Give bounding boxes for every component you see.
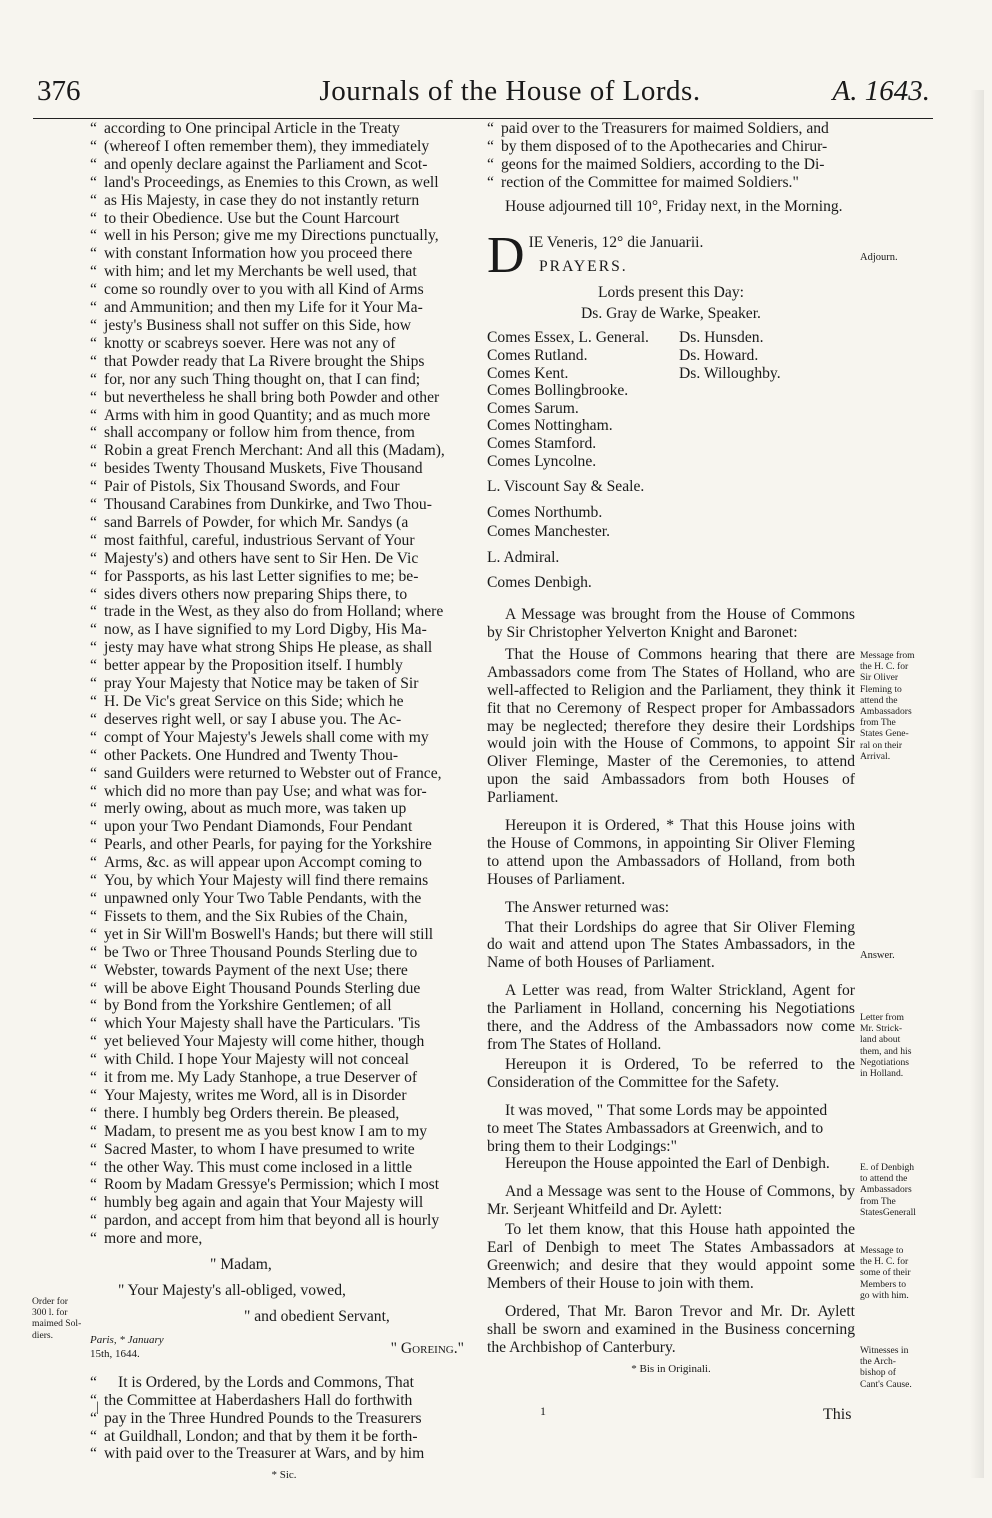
lords-column-barons <box>679 329 781 470</box>
letter-line: “ sand Barrels of Powder, for which Mr. Sandys (a <box>90 514 478 532</box>
lord-entry: Comes Bollingbrooke. <box>487 382 629 400</box>
margin-line: the Arch- <box>860 1356 896 1368</box>
signature: " Goreing." <box>390 1339 464 1357</box>
margin-line: maimed Sol- <box>32 1318 82 1330</box>
margin-note-fleming <box>860 650 915 762</box>
letter-line: “ come so roundly over to you with all Kind of Arms <box>90 281 478 299</box>
letter-line: “ now, as I have signified to my Lord Digby, His Ma- <box>90 621 478 639</box>
letter-line: “ humbly beg again and again that Your Majesty will <box>90 1194 478 1212</box>
running-year: A. 1643. <box>832 75 930 107</box>
letter-line: “ Pearls, and other Pearls, for paying for the Yorkshire <box>90 836 478 854</box>
margin-line: Letter from <box>860 1012 904 1023</box>
order-continuation <box>487 120 855 192</box>
margin-line: E. of Denbigh <box>860 1162 915 1173</box>
margin-line: in Holland. <box>860 1068 904 1080</box>
catchword: This <box>823 1406 852 1423</box>
margin-line: bishop of <box>860 1367 896 1379</box>
letter-line: “ Your Majesty, writes me Word, all is in Disorder <box>90 1087 478 1105</box>
letter-line: “ but nevertheless he shall bring both Powder and other <box>90 389 478 407</box>
letter-line: “ jesty's Business shall not suffer on this Side, how <box>90 317 478 335</box>
lord-entry: Comes Nottingham. <box>487 417 613 435</box>
order-line: “ It is Ordered, by the Lords and Commons, That <box>90 1374 478 1392</box>
letter-line: “ Thousand Carabines from Dunkirke, and Two Thou- <box>90 496 478 514</box>
paragraph-motion <box>487 1102 855 1156</box>
lord-entry: Comes Denbigh. <box>487 574 592 592</box>
salutation: " Madam, <box>210 1256 272 1274</box>
motion-line: to meet The States Ambassadors at Greenwich, and to <box>487 1119 824 1137</box>
lords-list <box>487 329 855 470</box>
letter-line: “ knotty or scabreys soever. Here was not any of <box>90 335 478 353</box>
lords-present-heading: Lords present this Day: <box>598 283 744 301</box>
margin-line: Arrival. <box>860 750 891 762</box>
continuation-line: “ geons for the maimed Soldiers, according to the Di- <box>487 156 855 174</box>
order-line: “ the Committee at Haberdashers Hall do forthwith <box>90 1392 478 1410</box>
margin-line: land about <box>860 1034 901 1046</box>
sitting-date: IE Veneris, 12° die Januarii. <box>528 233 704 251</box>
margin-note-witnesses <box>860 1345 912 1390</box>
header-rule <box>33 118 933 119</box>
letter-line: “ Majesty's) and others have sent to Sir Hen. De Vic <box>90 550 478 568</box>
lord-entry: Comes Rutland. <box>487 346 588 364</box>
letter-body <box>90 120 478 1248</box>
lord-entry: L. Admiral. <box>487 548 560 566</box>
margin-note-message-hc <box>860 1245 911 1301</box>
continuation-line: “ rection of the Committee for maimed Soldiers." <box>487 174 855 192</box>
letter-line: “ for Passports, as his last Letter signifies to me; be- <box>90 568 478 586</box>
letter-line: “ Room by Madam Gressye's Permission; which I most <box>90 1176 478 1194</box>
letter-line: “ deserves right well, or say I abuse you. The Ac- <box>90 711 478 729</box>
letter-line: “ there. I humbly beg Orders therein. Be pleased, <box>90 1105 478 1123</box>
letter-line: “ yet in Sir Will'm Boswell's Hands; but there will still <box>90 926 478 944</box>
letter-line: “ trade in the West, as they also do from Holland; where <box>90 603 478 621</box>
margin-line: ral on their <box>860 739 903 751</box>
margin-line: Members to <box>860 1278 907 1290</box>
letter-line: “ the other Way. This must come inclosed in a little <box>90 1159 478 1177</box>
margin-line: Witnesses in <box>860 1345 909 1356</box>
letter-line: “ better appear by the Proposition itself. I humbly <box>90 657 478 675</box>
letter-line: “ Webster, towards Payment of the next Use; there <box>90 962 478 980</box>
letter-line: “ pray Your Majesty that Notice may be taken of Sir <box>90 675 478 693</box>
letter-line: “ pardon, and accept from him that beyond all is hourly <box>90 1212 478 1230</box>
letter-line: “ (whereof I often remember them), they immediately <box>90 138 478 156</box>
letter-line: “ and openly declare against the Parliament and Scot- <box>90 156 478 174</box>
letter-line: “ more and more, <box>90 1230 478 1248</box>
place-date-line-1: Paris, * January <box>90 1333 164 1346</box>
letter-line: “ it from me. My Lady Stanhope, a true Deserver of <box>90 1069 478 1087</box>
closing-line-1: " Your Majesty's all-obliged, vowed, <box>118 1282 346 1299</box>
left-footnote: * Sic. <box>271 1469 297 1482</box>
paragraph-ordered-fleming: Hereupon it is Ordered, * That this House joins with the House of Commons, in appointing Sir Oliver Fleming to attend upon the Ambassadors of Holland, from both Houses of Parliament. <box>487 817 855 888</box>
paragraph-message-commons: A Message was brought from the House of Commons by Sir Christopher Yelverton Knight and Baronet: <box>487 606 855 641</box>
paragraph-strickland-letter: A Letter was read, from Walter Strickland, Agent for the Parliament in Holland, concerning his Negotiations there, and the Address of the Ambassadors now come from The States of Holland. <box>487 982 855 1053</box>
continuation-line: “ by them disposed of to the Apothecaries and Chirur- <box>487 138 855 156</box>
letter-line: “ which did no more than pay Use; and what was for- <box>90 783 478 801</box>
letter-line: “ with Child. I hope Your Majesty will not conceal <box>90 1051 478 1069</box>
margin-line: Message to <box>860 1245 904 1256</box>
letter-line: “ most faithful, careful, industrious Servant of Your <box>90 532 478 550</box>
margin-line: Order for <box>32 1296 68 1307</box>
margin-line: Cant's Cause. <box>860 1378 912 1390</box>
sitting-heading <box>487 226 855 284</box>
margin-line: States Gene- <box>860 728 909 740</box>
lord-entry: Comes Stamford. <box>487 434 597 452</box>
margin-line: Ambassadors <box>860 706 912 718</box>
margin-line: some of their <box>860 1267 911 1279</box>
left-bottom-mark: | <box>96 1400 99 1415</box>
margin-line: 300 l. for <box>32 1307 68 1319</box>
continuation-line: “ paid over to the Treasurers for maimed Soldiers, and <box>487 120 855 138</box>
margin-line: StatesGenerall <box>860 1206 916 1218</box>
letter-line: “ compt of Your Majesty's Jewels shall come with my <box>90 729 478 747</box>
letter-line: “ with him; and let my Merchants be well used, that <box>90 263 478 281</box>
paragraph-answer-heading: The Answer returned was: <box>505 898 670 916</box>
running-title: Journals of the House of Lords. <box>319 75 701 107</box>
right-column <box>487 120 855 1378</box>
letter-line: “ Pair of Pistols, Six Thousand Swords, and Four <box>90 478 478 496</box>
margin-note-adjourn: Adjourn. <box>860 252 898 263</box>
lord-entry: Comes Northumb. <box>487 503 603 521</box>
margin-line: the H. C. for <box>860 1256 909 1268</box>
letter-line: “ jesty may have what strong Ships He please, as shall <box>90 639 478 657</box>
margin-note-answer: Answer. <box>860 950 895 961</box>
motion-line: It was moved, " That some Lords may be appointed <box>505 1101 828 1119</box>
lord-entry: Comes Kent. <box>487 364 569 382</box>
paragraph-denbigh: Hereupon the House appointed the Earl of Denbigh. <box>505 1155 830 1173</box>
letter-line: “ merly owing, about as much more, was taken up <box>90 800 478 818</box>
letter-line: “ yet believed Your Majesty will come hither, though <box>90 1033 478 1051</box>
lord-entry: Ds. Howard. <box>679 346 759 364</box>
lord-entry: Comes Lyncolne. <box>487 452 597 470</box>
letter-line: “ for, nor any such Thing thought on, that I can find; <box>90 371 478 389</box>
letter-line: “ according to One principal Article in the Treaty <box>90 120 478 138</box>
margin-line: the H. C. for <box>860 661 909 673</box>
margin-line: from The <box>860 717 896 729</box>
order-paragraph <box>90 1374 478 1464</box>
left-column <box>90 120 478 1485</box>
letter-line: “ sand Guilders were returned to Webster out of France, <box>90 765 478 783</box>
motion-line: bring them to their Lodgings:" <box>487 1137 678 1155</box>
paragraph-answer: That their Lordships do agree that Sir Oliver Fleming do wait and attend upon The States Ambassadors, in the Name of both Houses of Parliament. <box>487 918 855 972</box>
margin-line: Sir Oliver <box>860 672 899 684</box>
order-line: “ with paid over to the Treasurer at Wars, and by him <box>90 1445 478 1463</box>
letter-line: “ You, by which Your Majesty will find there remains <box>90 872 478 890</box>
lord-entry: Ds. Willoughby. <box>679 364 781 382</box>
margin-line: them, and his <box>860 1045 912 1057</box>
letter-line: “ well in his Person; give me my Directions punctually, <box>90 227 478 245</box>
prayers-heading: PRAYERS. <box>539 258 628 276</box>
page-number: 376 <box>37 75 81 107</box>
letter-line: “ to their Obedience. Use but the Count Harcourt <box>90 210 478 228</box>
paragraph-let-them-know: To let them know, that this House hath appointed the Earl of Denbigh to meet The States Ambassadors at Greenwich; and desire that they would appoint some Members of their House to join with them. <box>487 1221 855 1292</box>
lord-entry: L. Viscount Say & Seale. <box>487 478 645 496</box>
margin-line: Ambassadors <box>860 1184 912 1196</box>
letter-line: “ unpawned only Your Two Table Pendants, with the <box>90 890 478 908</box>
letter-line: “ with constant Information how you proceed there <box>90 245 478 263</box>
margin-line: from The <box>860 1195 896 1207</box>
lords-list-more <box>487 478 855 592</box>
letter-line: “ Sacred Master, to whom I have presumed to write <box>90 1141 478 1159</box>
lord-entry: Comes Sarum. <box>487 399 579 417</box>
letter-line: “ Fissets to them, and the Six Rubies of the Chain, <box>90 908 478 926</box>
page-fold-shadow <box>970 90 984 1478</box>
margin-line: Message from <box>860 650 915 661</box>
dropcap: D <box>487 226 525 284</box>
letter-line: “ other Packets. One Hundred and Twenty Thou- <box>90 747 478 765</box>
lord-entry: Comes Essex, L. General. <box>487 329 649 347</box>
margin-line: diers. <box>32 1329 54 1341</box>
margin-note-denbigh <box>860 1162 916 1218</box>
margin-line: attend the <box>860 694 898 706</box>
margin-line: Negotiations <box>860 1056 910 1068</box>
lord-entry: Ds. Hunsden. <box>679 329 764 347</box>
margin-note-strickland <box>860 1012 911 1079</box>
letter-line: “ Arms, &c. as will appear upon Accompt coming to <box>90 854 478 872</box>
order-line: “ at Guildhall, London; and that by them it be forth- <box>90 1428 478 1446</box>
letter-line: “ upon your Two Pendant Diamonds, Four Pendant <box>90 818 478 836</box>
letter-line: “ and Ammunition; and then my Life for it Your Ma- <box>90 299 478 317</box>
letter-line: “ H. De Vic's great Service on this Side; which he <box>90 693 478 711</box>
closing-line-2: " and obedient Servant, <box>244 1307 390 1325</box>
margin-line: Fleming to <box>860 683 902 695</box>
letter-line: “ besides Twenty Thousand Muskets, Five Thousand <box>90 460 478 478</box>
lord-entry: Comes Manchester. <box>487 523 610 541</box>
letter-line: “ will be above Eight Thousand Pounds Sterling due <box>90 980 478 998</box>
letter-line: “ shall accompany or follow him from thence, from <box>90 424 478 442</box>
letter-line: “ which Your Majesty shall have the Particulars. 'Tis <box>90 1015 478 1033</box>
margin-line: to attend the <box>860 1173 908 1185</box>
adjournment: House adjourned till 10°, Friday next, in the Morning. <box>505 197 843 215</box>
margin-line: Mr. Strick- <box>860 1023 903 1035</box>
order-line: “ pay in the Three Hundred Pounds to the Treasurers <box>90 1410 478 1428</box>
letter-line: “ sides divers others now preparing Ships there, to <box>90 586 478 604</box>
speaker-line: Ds. Gray de Warke, Speaker. <box>581 305 761 323</box>
paragraph-witnesses: Ordered, That Mr. Baron Trevor and Mr. Dr. Aylett shall be sworn and examined in the Business concerning the Archbishop of Canterbury. <box>487 1302 855 1356</box>
letter-line: “ by Bond from the Yorkshire Gentlemen; of all <box>90 997 478 1015</box>
place-date-line-2: 15th, 1644. <box>90 1347 140 1360</box>
right-footnote: * Bis in Originali. <box>631 1362 711 1375</box>
right-bottom-mark: 1 <box>540 1404 546 1418</box>
paragraph-message-sent: And a Message was sent to the House of Commons, by Mr. Serjeant Whitfeild and Dr. Aylett: <box>487 1183 855 1219</box>
letter-line: “ as His Majesty, in case they do not instantly return <box>90 192 478 210</box>
letter-line: “ land's Proceedings, as Enemies to this Crown, as well <box>90 174 478 192</box>
letter-line: “ Arms with him in good Quantity; and as much more <box>90 407 478 425</box>
lords-column-earls <box>487 329 679 470</box>
letter-line: “ that Powder ready that La Rivere brought the Ships <box>90 353 478 371</box>
paragraph-commons-request: That the House of Commons hearing that there are Ambassadors come from The States of Holland, who are well-affected to Religion and the Parliament, they think it fit that no Ceremony of Respect proper for Ambassadors may be neglected; therefore they desire their Lordships would join with the House of Commons, to appoint Sir Oliver Fleminge, Master of the Ceremonies, to attend upon the said Ambassadors from both Houses of Parliament. <box>487 645 855 807</box>
letter-line: “ be Two or Three Thousand Pounds Sterling due to <box>90 944 478 962</box>
margin-line: go with him. <box>860 1289 909 1301</box>
letter-line: “ Madam, to present me as you best know I am to my <box>90 1123 478 1141</box>
margin-note-order-300l <box>32 1296 81 1341</box>
letter-line: “ Robin a great French Merchant: And all this (Madam), <box>90 442 478 460</box>
paragraph-referred-safety: Hereupon it is Ordered, To be referred to the Consideration of the Committee for the Safety. <box>487 1055 855 1091</box>
